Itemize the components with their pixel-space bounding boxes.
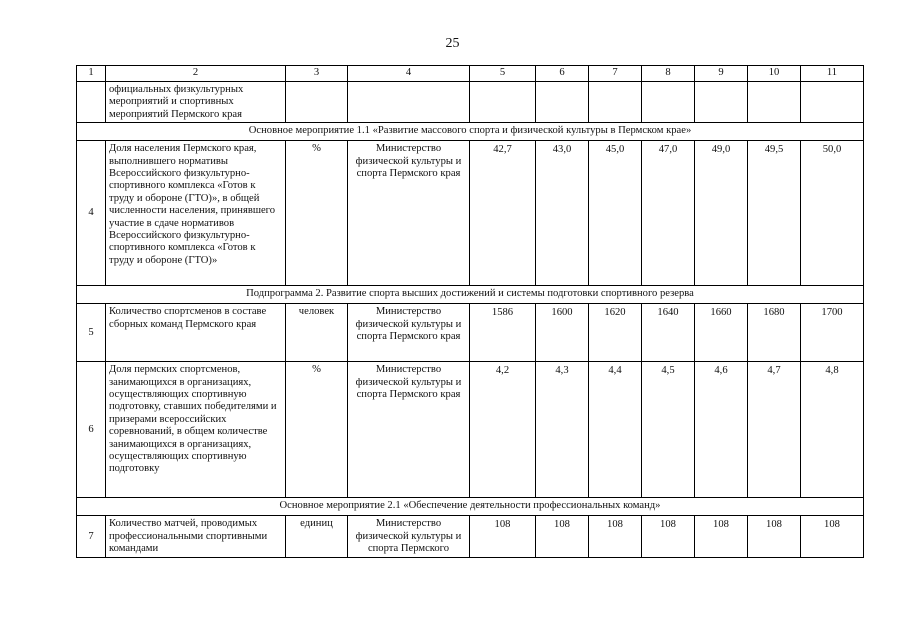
- value-cell: 4,4: [589, 362, 642, 498]
- column-number: 2: [106, 66, 286, 82]
- value-cell: 42,7: [470, 141, 536, 286]
- table-row: [77, 82, 864, 123]
- indicator-name: официальных физкультурных мероприятий и спортивных мероприятий Пермского края: [106, 82, 286, 123]
- section-row: [77, 123, 864, 141]
- column-number: 8: [642, 66, 695, 82]
- value-cell: 108: [642, 516, 695, 558]
- column-number: 11: [801, 66, 864, 82]
- value-cell: 49,0: [695, 141, 748, 286]
- value-cell: 45,0: [589, 141, 642, 286]
- section-row: [77, 498, 864, 516]
- value-cell: 108: [470, 516, 536, 558]
- column-number: 4: [348, 66, 470, 82]
- executor: Министерство физической культуры и спорта Пермского края: [348, 362, 470, 498]
- indicators-table: [76, 65, 864, 558]
- unit: человек: [286, 304, 348, 362]
- value-cell: 47,0: [642, 141, 695, 286]
- value-cell: 1640: [642, 304, 695, 362]
- page-number: 25: [445, 36, 460, 51]
- column-number: 1: [77, 66, 106, 82]
- value-cell: 4,2: [470, 362, 536, 498]
- section-title: Основное мероприятие 1.1 «Развитие массового спорта и физической культуры в Пермском крае»: [77, 123, 864, 141]
- column-number: 9: [695, 66, 748, 82]
- value-cell: 4,6: [695, 362, 748, 498]
- value-cell: 108: [589, 516, 642, 558]
- row-number: 5: [77, 304, 106, 362]
- value-cell: 50,0: [801, 141, 864, 286]
- column-number-row: [77, 66, 864, 82]
- value-cell: 108: [695, 516, 748, 558]
- executor: Министерство физической культуры и спорта Пермского края: [348, 304, 470, 362]
- section-title: Основное мероприятие 2.1 «Обеспечение деятельности профессиональных команд»: [77, 498, 864, 516]
- table-row: [77, 362, 864, 498]
- value-cell: 108: [748, 516, 801, 558]
- value-cell: 4,8: [801, 362, 864, 498]
- value-cell: 43,0: [536, 141, 589, 286]
- unit: %: [286, 141, 348, 286]
- value-cell: 1660: [695, 304, 748, 362]
- value-cell: 1620: [589, 304, 642, 362]
- value-cell: 108: [536, 516, 589, 558]
- value-cell: 1700: [801, 304, 864, 362]
- value-cell: 1680: [748, 304, 801, 362]
- value-cell: 1600: [536, 304, 589, 362]
- value-cell: 4,5: [642, 362, 695, 498]
- value-cell: 108: [801, 516, 864, 558]
- column-number: 6: [536, 66, 589, 82]
- column-number: 10: [748, 66, 801, 82]
- column-number: 7: [589, 66, 642, 82]
- table-row: [77, 516, 864, 558]
- section-row: [77, 286, 864, 304]
- value-cell: 4,3: [536, 362, 589, 498]
- row-number: 6: [77, 362, 106, 498]
- section-title: Подпрограмма 2. Развитие спорта высших достижений и системы подготовки спортивного резерва: [77, 286, 864, 304]
- row-number: 7: [77, 516, 106, 558]
- value-cell: 4,7: [748, 362, 801, 498]
- row-number: 4: [77, 141, 106, 286]
- value-cell: 1586: [470, 304, 536, 362]
- table-row: [77, 141, 864, 286]
- indicator-name: Количество спортсменов в составе сборных команд Пермского края: [106, 304, 286, 362]
- column-number: 5: [470, 66, 536, 82]
- column-number: 3: [286, 66, 348, 82]
- indicator-name: Количество матчей, проводимых профессиональными спортивными командами: [106, 516, 286, 558]
- indicator-name: Доля пермских спортсменов, занимающихся в организациях, осуществляющих спортивную подготовку, ставших победителями и призерами всероссийских соревнований, в общем количестве занимающихся в организациях, осуществляющих спортивную подготовку: [106, 362, 286, 498]
- unit: %: [286, 362, 348, 498]
- executor: Министерство физической культуры и спорта Пермского края: [348, 141, 470, 286]
- value-cell: 49,5: [748, 141, 801, 286]
- unit: единиц: [286, 516, 348, 558]
- table-row: [77, 304, 864, 362]
- executor: Министерство физической культуры и спорта Пермского: [348, 516, 470, 558]
- indicator-name: Доля населения Пермского края, выполнившего нормативы Всероссийского физкультурно-спортивного комплекса «Готов к труду и обороне (ГТО)», в общей численности населения, принявшего участие в сдаче нормативов Всероссийского физкультурно-спортивного комплекса «Готов к труду и обороне (ГТО)»: [106, 141, 286, 286]
